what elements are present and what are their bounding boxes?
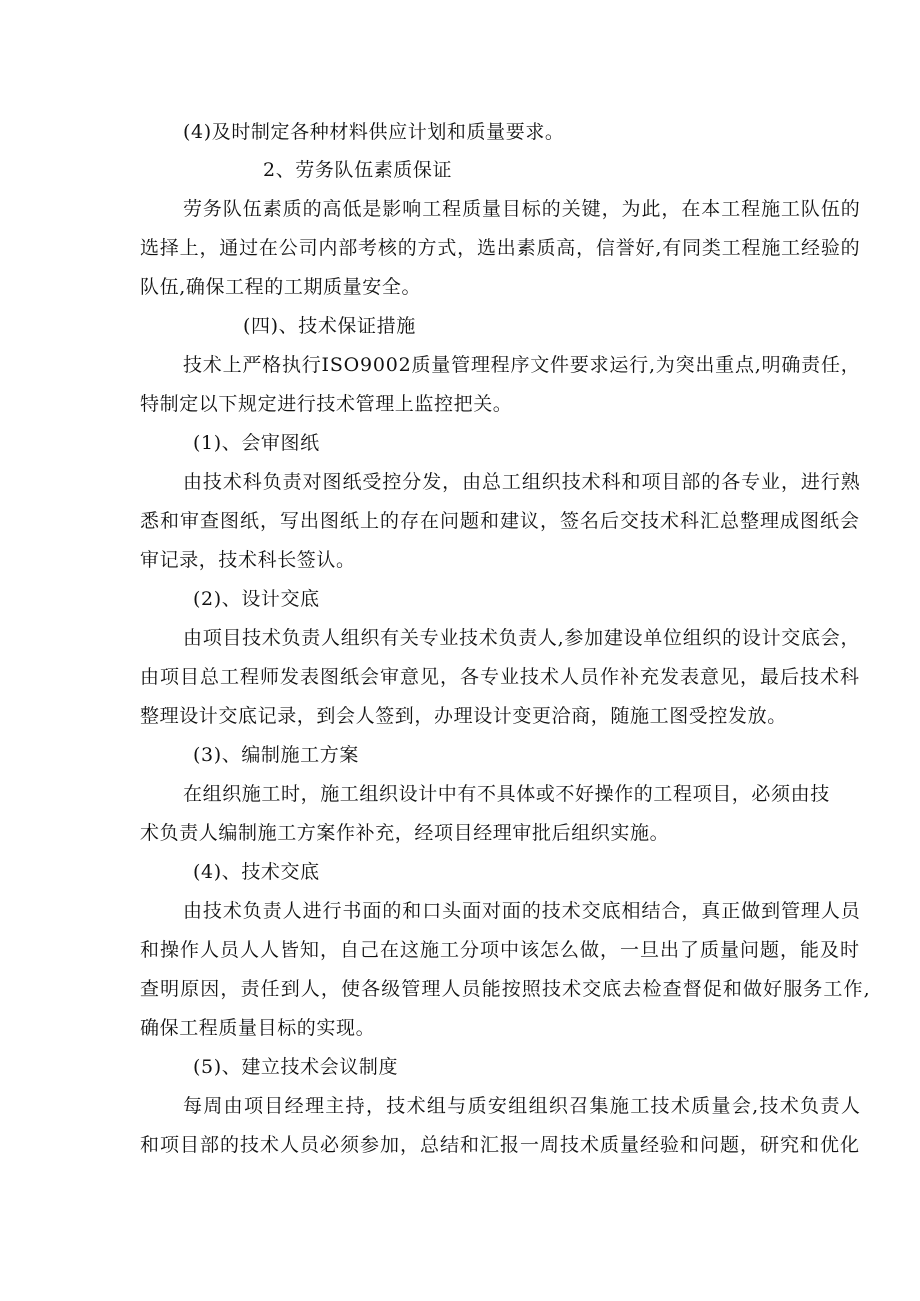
paragraph-line: 由技术负责人进行书面的和口头面对面的技术交底相结合，真正做到管理人员: [183, 900, 861, 922]
paragraph-line: 劳务队伍素质的高低是影响工程质量目标的关键，为此，在本工程施工队伍的: [183, 198, 861, 220]
subsection-heading: (5)、建立技术会议制度: [193, 1056, 399, 1078]
section-heading: (四)、技术保证措施: [243, 315, 416, 337]
paragraph-line: 和操作人员人人皆知，自己在这施工分项中该怎么做，一旦出了质量问题，能及时: [140, 939, 861, 961]
paragraph-line: 审记录，技术科长签认。: [140, 549, 356, 571]
subsection-heading: (3)、编制施工方案: [193, 744, 359, 766]
paragraph-line: 特制定以下规定进行技术管理上监控把关。: [140, 393, 513, 415]
paragraph-line: 由技术科负责对图纸受控分发，由总工组织技术科和项目部的各专业，进行熟: [183, 471, 861, 493]
section-heading: 2、劳务队伍素质保证: [263, 159, 453, 181]
paragraph-line: 选择上，通过在公司内部考核的方式，选出素质高，信誉好,有同类工程施工经验的: [140, 237, 861, 259]
paragraph-line: 队伍,确保工程的工期质量安全。: [140, 276, 422, 298]
paragraph-line: 技术上严格执行ISO9002质量管理程序文件要求运行,为突出重点,明确责任，: [183, 354, 861, 376]
paragraph-line: 由项目总工程师发表图纸会审意见，各专业技术人员作补充发表意见，最后技术科: [140, 666, 861, 688]
subsection-heading: (4)、技术交底: [193, 861, 320, 883]
paragraph-line: 由项目技术负责人组织有关专业技术负责人,参加建设单位组织的设计交底会，: [183, 627, 861, 649]
paragraph-line: 在组织施工时，施工组织设计中有不具体或不好操作的工程项目，必须由技: [183, 783, 830, 805]
paragraph-line: 悉和审查图纸，写出图纸上的存在问题和建议，签名后交技术科汇总整理成图纸会: [140, 510, 861, 532]
subsection-heading: (1)、会审图纸: [193, 432, 320, 454]
list-item-text: (4)及时制定各种材料供应计划和质量要求。: [183, 121, 565, 143]
paragraph-line: 每周由项目经理主持，技术组与质安组组织召集施工技术质量会,技术负责人: [183, 1095, 862, 1117]
paragraph-line: 查明原因，责任到人，使各级管理人员能按照技术交底去检查督促和做好服务工作,: [140, 978, 871, 1000]
subsection-heading: (2)、设计交底: [193, 588, 320, 610]
paragraph-line: 整理设计交底记录，到会人签到，办理设计变更洽商，随施工图受控发放。: [140, 705, 787, 727]
paragraph-line: 和项目部的技术人员必须参加，总结和汇报一周技术质量经验和问题，研究和优化: [140, 1134, 861, 1156]
paragraph-line: 术负责人编制施工方案作补充，经项目经理审批后组织实施。: [140, 822, 670, 844]
paragraph-line: 确保工程质量目标的实现。: [140, 1017, 376, 1039]
